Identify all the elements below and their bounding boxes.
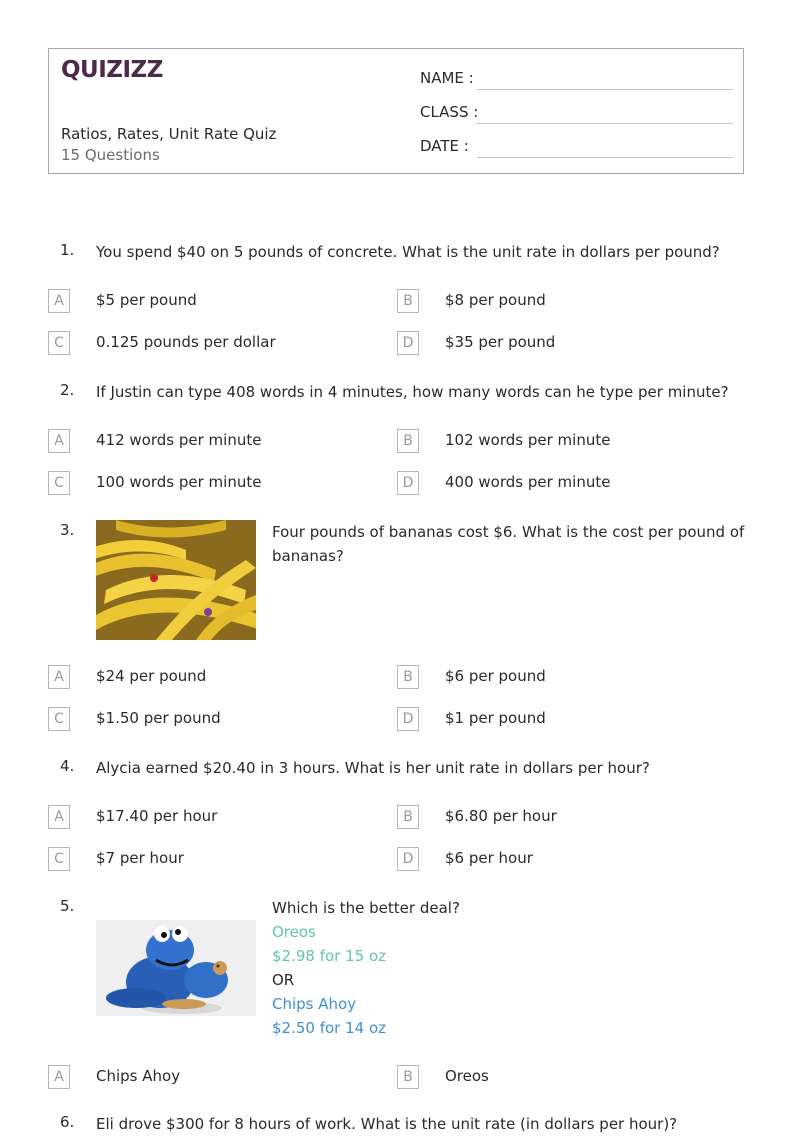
option-letter: C: [48, 707, 70, 731]
question-number: 1.: [60, 241, 75, 259]
option-letter: D: [397, 331, 419, 355]
quiz-title: Ratios, Rates, Unit Rate Quiz: [61, 125, 277, 143]
option-letter: D: [397, 707, 419, 731]
worksheet-header: [48, 48, 744, 174]
option-letter: C: [48, 847, 70, 871]
option-letter: B: [397, 665, 419, 689]
option-text: $6 per hour: [445, 849, 533, 867]
option-letter: C: [48, 471, 70, 495]
question-text: If Justin can type 408 words in 4 minutes, how many words can he type per minute?: [96, 383, 729, 401]
question-text-line: bananas?: [272, 547, 344, 565]
question-number: 2.: [60, 381, 75, 399]
class-line[interactable]: [477, 123, 733, 124]
question-text: Eli drove $300 for 8 hours of work. What is the unit rate (in dollars per hour)?: [96, 1115, 678, 1133]
class-label: CLASS :: [420, 103, 479, 121]
option-letter: D: [397, 847, 419, 871]
question-text-line: Which is the better deal?: [272, 899, 460, 917]
price-chips-ahoy: $2.50 for 14 oz: [272, 1019, 387, 1037]
quizizz-logo: QUIZIZZ: [61, 57, 163, 83]
option-text: $24 per pound: [96, 667, 207, 685]
option-letter: A: [48, 289, 70, 313]
question-text: You spend $40 on 5 pounds of concrete. What is the unit rate in dollars per pound?: [96, 243, 720, 261]
option-brand-chips-ahoy: Chips Ahoy: [272, 995, 357, 1013]
question-number: 3.: [60, 521, 75, 539]
option-brand-oreos: Oreos: [272, 923, 316, 941]
name-label: NAME :: [420, 69, 474, 87]
option-letter: D: [397, 471, 419, 495]
option-letter: A: [48, 665, 70, 689]
option-text: 102 words per minute: [445, 431, 611, 449]
option-letter: B: [397, 429, 419, 453]
option-letter: B: [397, 289, 419, 313]
option-text: $6 per pound: [445, 667, 546, 685]
cookie-monster-image: [96, 920, 256, 1016]
question-number: 4.: [60, 757, 75, 775]
name-line[interactable]: [477, 89, 733, 90]
option-text: $1.50 per pound: [96, 709, 221, 727]
option-text: Chips Ahoy: [96, 1067, 181, 1085]
option-text: $35 per pound: [445, 333, 556, 351]
option-text: $17.40 per hour: [96, 807, 218, 825]
option-text: 412 words per minute: [96, 431, 262, 449]
option-text: $7 per hour: [96, 849, 184, 867]
option-letter: B: [397, 1065, 419, 1089]
date-line[interactable]: [477, 157, 733, 158]
date-label: DATE :: [420, 137, 469, 155]
bananas-image: [96, 520, 256, 640]
option-letter: C: [48, 331, 70, 355]
option-letter: B: [397, 805, 419, 829]
option-letter: A: [48, 1065, 70, 1089]
question-text: Alycia earned $20.40 in 3 hours. What is her unit rate in dollars per hour?: [96, 759, 650, 777]
option-letter: A: [48, 805, 70, 829]
question-text-line: Four pounds of bananas cost $6. What is the cost per pound of: [272, 523, 745, 541]
option-text: $8 per pound: [445, 291, 546, 309]
option-text: Oreos: [445, 1067, 489, 1085]
option-text: 100 words per minute: [96, 473, 262, 491]
question-number: 6.: [60, 1113, 75, 1131]
option-text: 400 words per minute: [445, 473, 611, 491]
option-letter: A: [48, 429, 70, 453]
question-count: 15 Questions: [61, 146, 160, 164]
price-oreos: $2.98 for 15 oz: [272, 947, 387, 965]
option-text: 0.125 pounds per dollar: [96, 333, 276, 351]
option-text: $5 per pound: [96, 291, 197, 309]
option-text: $6.80 per hour: [445, 807, 557, 825]
option-text: $1 per pound: [445, 709, 546, 727]
question-number: 5.: [60, 897, 75, 915]
question-text-line: OR: [272, 971, 295, 989]
